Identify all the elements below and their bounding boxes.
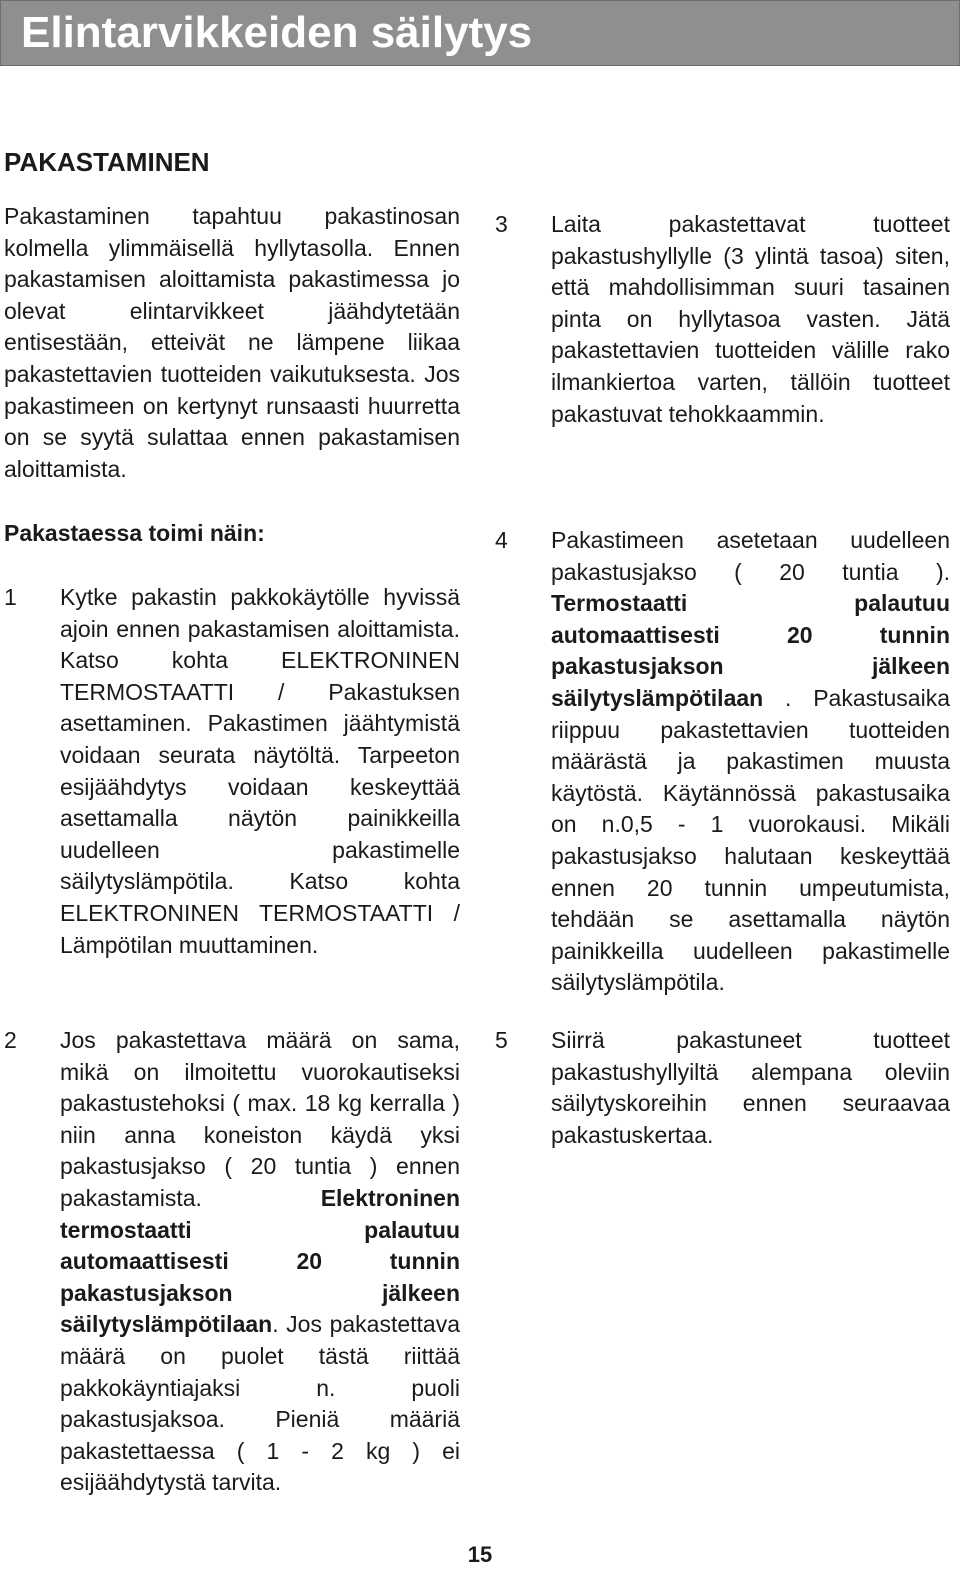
step-text-part: Tarpeeton esijäähdytys voidaan keskeyttää asettamalla näytön painikkeilla uudelleen pakastimelle säilytyslämpötila. Katso kohta ELEKTRONINEN TERMOSTAATTI / Lämpötilan muuttaminen. [60,741,460,958]
step-text-part: Jos pakastettava määrä on sama, mikä on ilmoitettu vuorokautiseksi pakastustehoksi ( max. 18 kg kerralla ) niin anna koneiston käydä yksi pakastusjakso ( 20 tuntia ) ennen pakastamista. [60,1027,460,1211]
step-number: 3 [495,211,508,237]
step-text-part: Katso kohta ELEKTRONINEN TERMOSTAATTI / Pakastuksen asettaminen. Pakastimen jäähtymistä voidaan seurata näytöltä. [60,647,460,768]
step-number: 1 [4,584,17,610]
step-text: Siirrä pakastuneet tuotteet pakastushyllyiltä alempana oleviin säilytyskoreihin ennen seuraavaa pakastuskertaa. [551,1027,950,1148]
intro-paragraph: Pakastaminen tapahtuu pakastinosan kolmella ylimmäisellä hyllytasolla. Ennen pakastamisen aloittamista pakastimessa jo olevat elintarvikkeet jäähdytetään entisestään, etteivät ne lämpene liikaa pakastettavien tuotteiden vaikutuksesta. Jos pakastimeen on kertynyt runsaasti huurretta on se syytä sulattaa ennen pakastamisen aloittamista. [4,203,460,482]
page-number: 15 [467,1542,493,1567]
step-text [60,1025,460,1499]
step-text: Laita pakastettavat tuotteet pakastushyllylle (3 ylintä tasoa) siten, että mahdollisimman suuri tasainen pinta on hyllytasoa vasten. Jätä pakastettavien tuotteiden välille rako ilmankiertoa varten, tällöin tuotteet pakastuvat tehokkaammin. [551,211,950,427]
steps-heading-block [4,518,460,550]
step-text-bold: Termostaatti palautuu automaattisesti 20 tunnin pakastusjakson jälkeen säilytyslämpötilaan [551,590,950,711]
step-1 [4,582,460,961]
step-text-part: Pakastimeen asetetaan uudelleen pakastusjakso ( 20 tuntia ). [551,527,950,585]
section-heading: PAKASTAMINEN [4,147,210,177]
intro-block [4,201,460,485]
step-text-part: Kytke pakastin pakkokäytölle hyvissä ajoin ennen pakastamisen aloittamista. [60,584,460,642]
step-text-bold: Elektroninen termostaatti palautuu automaattisesti 20 tunnin pakastusjakson jälkeen säilytyslämpötilaan [60,1184,460,1338]
step-text-part: . Pakastusaika riippuu pakastettavien tuotteiden määrästä ja pakastimen muusta käytöstä. Käytännössä pakastusaika on n.0,5 - 1 vuorokausi. Mikäli pakastusjakso halutaan keskeyttää ennen 20 tunnin umpeutumista, tehdään se asettamalla näytön painikkeilla uudelleen pakastimelle säilytyslämpötila. [551,684,950,996]
step-number: 2 [4,1027,17,1053]
step-text [60,582,460,961]
step-5 [495,1025,950,1151]
step-3 [495,209,950,430]
steps-heading: Pakastaessa toimi näin: [4,520,265,546]
page-title: Elintarvikkeiden säilytys [21,8,533,57]
step-number: 5 [495,1027,508,1053]
step-2 [4,1025,460,1499]
step-number: 4 [495,527,508,553]
step-text-part: . Jos pakastettava määrä on puolet tästä riittää pakkokäyntiajaksi n. puoli pakastusjaksoa. Pieniä määriä pakastettaessa ( 1 - 2 kg ) ei esijäähdytystä tarvita. [60,1311,460,1496]
title-bar [0,0,960,66]
step-text [551,525,950,999]
left-column [4,146,460,178]
step-4 [495,525,950,999]
